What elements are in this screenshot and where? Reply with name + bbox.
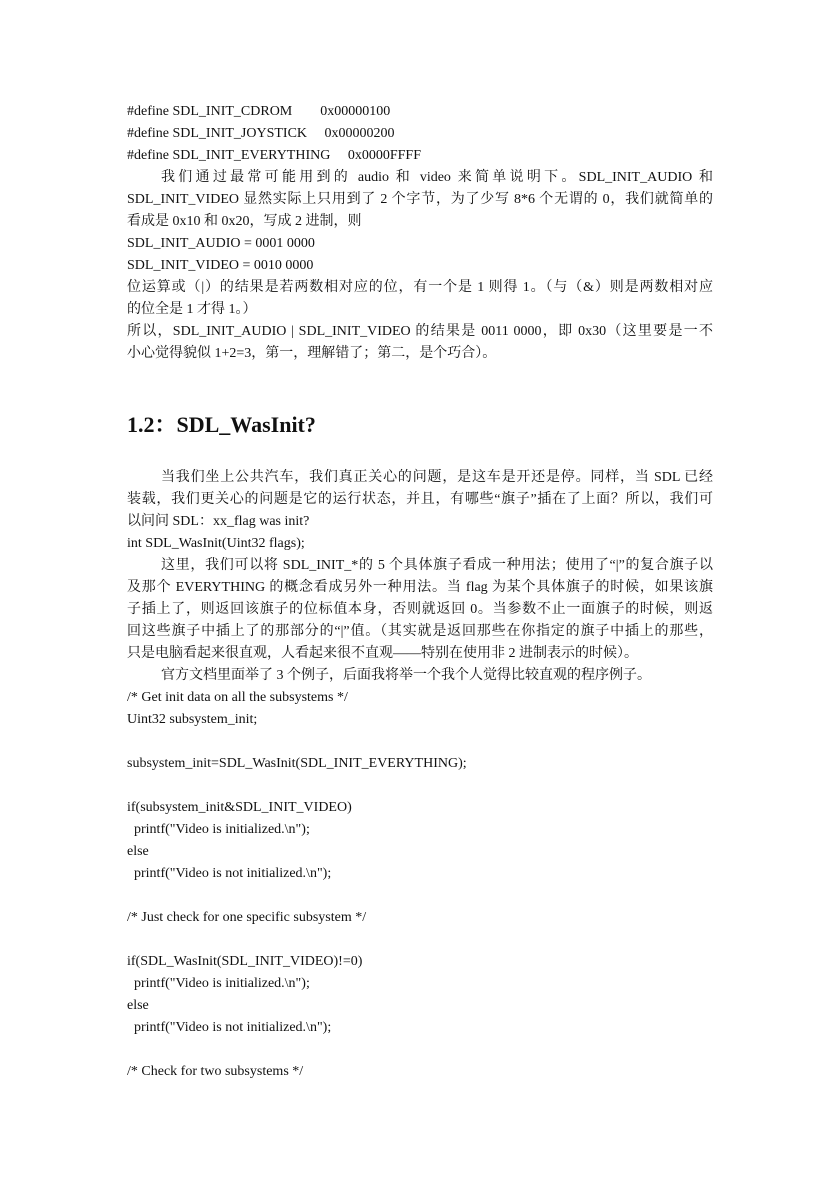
audio-binary-line: SDL_INIT_AUDIO = 0001 0000 [127,236,315,251]
code-comment: /* Check for two subsystems */ [127,1064,304,1079]
paragraph-line: 的位全是 1 才得 1。） [127,302,257,317]
function-signature: int SDL_WasInit(Uint32 flags); [127,536,305,551]
code-line: else [127,998,149,1013]
paragraph-line: 当我们坐上公共汽车，我们真正关心的问题，是这车是开还是停。同样，当 SDL 已经 [161,470,713,485]
paragraph-line: SDL_INIT_VIDEO 显然实际上只用到了 2 个字节，为了少写 8*6 个无谓的 0，我们就简单的 [127,192,713,207]
paragraph-line: 装载，我们更关心的问题是它的运行状态，并且，有哪些“旗子”插在了上面？所以，我们可 [127,492,713,507]
code-line: if(SDL_WasInit(SDL_INIT_VIDEO)!=0) [127,954,363,969]
video-binary-line: SDL_INIT_VIDEO = 0010 0000 [127,258,314,273]
code-line: subsystem_init=SDL_WasInit(SDL_INIT_EVERYTHING); [127,756,467,771]
paragraph-line: 看成是 0x10 和 0x20，写成 2 进制，则 [127,214,362,229]
paragraph-line: 子插上了，则返回该旗子的位标值本身，否则就返回 0。当参数不止一面旗子的时候，则返 [127,602,713,617]
paragraph-line: 小心觉得貌似 1+2=3，第一，理解错了；第二，是个巧合）。 [127,346,497,361]
code-line: if(subsystem_init&SDL_INIT_VIDEO) [127,800,352,815]
code-line: printf("Video is not initialized.\n"); [127,1020,332,1035]
paragraph-line: 回这些旗子中插上了的那部分的“|”值。（其实就是返回那些在你指定的旗子中插上的那些， [127,624,713,639]
paragraph-line: 所以，SDL_INIT_AUDIO | SDL_INIT_VIDEO 的结果是 0011 0000，即 0x30（这里要是一不 [127,324,713,339]
section-heading: 1.2：SDL_WasInit? [127,412,316,437]
define-cdrom-line: #define SDL_INIT_CDROM 0x00000100 [127,104,391,119]
code-line: else [127,844,149,859]
code-line: printf("Video is not initialized.\n"); [127,866,332,881]
paragraph-line: 官方文档里面举了 3 个例子，后面我将举一个我个人觉得比较直观的程序例子。 [161,668,651,683]
code-line: printf("Video is initialized.\n"); [127,822,310,837]
code-comment: /* Just check for one specific subsystem */ [127,910,367,925]
paragraph-line: 只是电脑看起来很直观，人看起来很不直观——特别在使用非 2 进制表示的时候）。 [127,646,638,661]
paragraph-line: 这里，我们可以将 SDL_INIT_*的 5 个具体旗子看成一种用法；使用了“|”的复合旗子以 [161,558,713,573]
code-line: Uint32 subsystem_init; [127,712,258,727]
code-comment: /* Get init data on all the subsystems */ [127,690,348,705]
paragraph-line: 位运算或（|）的结果是若两数相对应的位，有一个是 1 则得 1。（与（&）则是两数相对应 [127,280,713,295]
define-joystick-line: #define SDL_INIT_JOYSTICK 0x00000200 [127,126,395,141]
define-everything-line: #define SDL_INIT_EVERYTHING 0x0000FFFF [127,148,421,163]
paragraph-line: 以问问 SDL：xx_flag was init? [127,514,310,529]
code-line: printf("Video is initialized.\n"); [127,976,310,991]
paragraph-line: 及那个 EVERYTHING 的概念看成另外一种用法。当 flag 为某个具体旗子的时候，如果该旗 [127,580,713,595]
paragraph-line: 我们通过最常可能用到的 audio 和 video 来简单说明下。SDL_INIT_AUDIO 和 [161,170,713,185]
